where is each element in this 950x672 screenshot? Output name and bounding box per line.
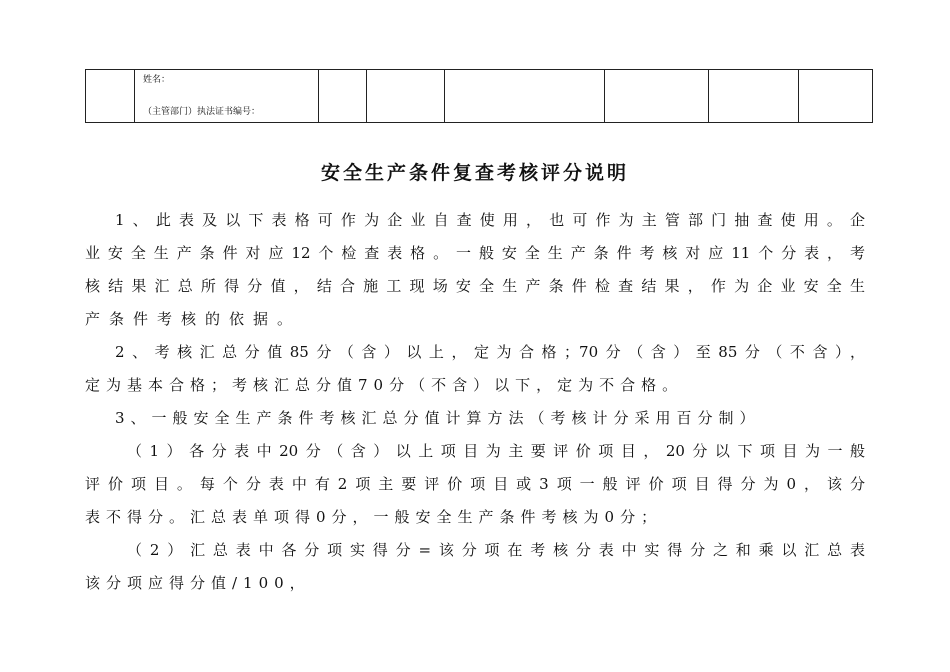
- text-line: 3、一般安全生产条件考核汇总分值计算方法（考核计分采用百分制）: [115, 409, 761, 427]
- cert-number-label: （主管部门）执法证书编号：: [143, 107, 261, 117]
- name-label: 姓名：: [143, 75, 171, 85]
- table-cell: [799, 70, 873, 123]
- text-line: 产条件考核的依据。: [85, 310, 302, 328]
- text-line: 业安全生产条件对应12个检查表格。一般安全生产条件考核对应11个分表，考: [85, 244, 865, 262]
- signature-cell: [135, 70, 319, 123]
- text-line: （1）各分表中20分（含）以上项目为主要评价项目，20分以下项目为一般: [127, 442, 865, 460]
- table-cell: [445, 70, 605, 123]
- table-cell: [319, 70, 367, 123]
- page-title: 安全生产条件复查考核评分说明: [320, 162, 629, 184]
- table-cell: [367, 70, 445, 123]
- text-line: 定为基本合格；考核汇总分值70分（不含）以下，定为不合格。: [85, 376, 684, 394]
- table-cell: [86, 70, 135, 123]
- table-cell: [709, 70, 799, 123]
- text-line: 1、此表及以下表格可作为企业自查使用，也可作为主管部门抽查使用。企: [115, 211, 865, 229]
- document-body: [85, 204, 865, 600]
- text-line: 该分项应得分值/100，: [85, 574, 311, 592]
- text-line: 表不得分。汇总表单项得0分，一般安全生产条件考核为0分；: [85, 508, 663, 526]
- table-row: [86, 70, 873, 123]
- signature-table: [85, 69, 873, 123]
- text-line: 2、考核汇总分值85分（含）以上，定为合格；70分（含）至85分（不含），: [115, 343, 865, 361]
- text-line: （2）汇总表中各分项实得分=该分项在考核分表中实得分之和乘以汇总表: [127, 541, 865, 559]
- text-line: 核结果汇总所得分值，结合施工现场安全生产条件检查结果，作为企业安全生: [85, 277, 865, 295]
- table-cell: [605, 70, 709, 123]
- text-line: 评价项目。每个分表中有2项主要评价项目或3项一般评价项目得分为0，该分: [85, 475, 865, 493]
